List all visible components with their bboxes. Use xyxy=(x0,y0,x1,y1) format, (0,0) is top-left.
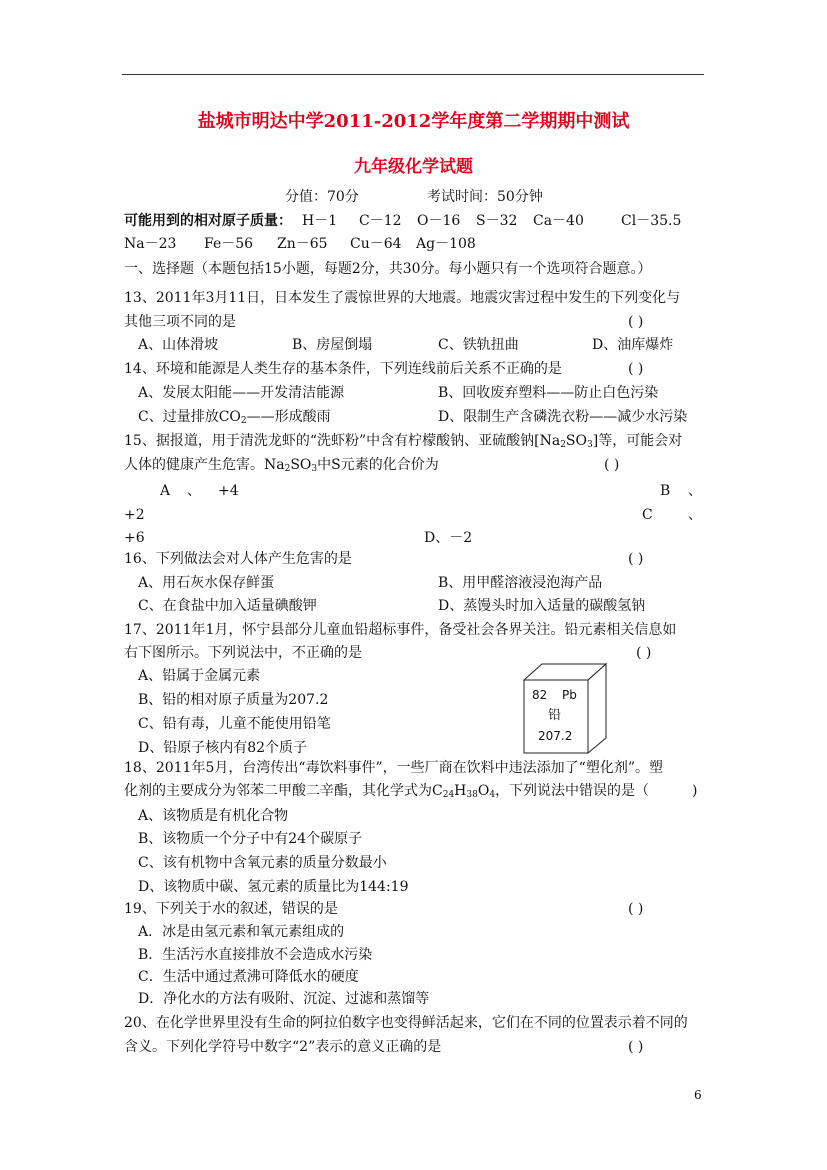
option-b: B、该物质一个分子中有24个碳原子 xyxy=(138,831,363,847)
option-c: C、在食盐中加入适量碘酸钾 xyxy=(138,598,317,614)
option-b: B．生活污水直接排放不会造成水污染 xyxy=(138,947,373,963)
option-a: A、铅属于金属元素 xyxy=(138,668,261,684)
question-13-stem: 其他三项不同的是 xyxy=(124,314,236,330)
option-d: D、油库爆炸 xyxy=(592,337,674,353)
exam-subtitle: 九年级化学试题 xyxy=(354,157,473,177)
question-15-stem: 15、据报道，用于清洗龙虾的“洗虾粉”中含有柠檬酸钠、亚硫酸钠$[Na_2SO_3]$等，可能会对 xyxy=(124,433,683,450)
answer-blank: ( ) xyxy=(628,551,644,567)
option-d: D、蒸馒头时加入适量的碳酸氢钠 xyxy=(438,598,646,614)
answer-blank: ( ) xyxy=(604,457,620,473)
option-a: A、发展太阳能——开发清洁能源 xyxy=(138,385,345,401)
section-heading: 一、选择题（本题包括15小题，每题2分，共30分。每小题只有一个选项符合题意。） xyxy=(124,261,652,277)
answer-blank: ( ) xyxy=(628,901,644,917)
atomic-mass: H－1 xyxy=(302,213,338,229)
option-a-value: +4 xyxy=(218,483,239,499)
option-b-letter: B xyxy=(660,483,671,499)
question-20-stem: 20、在化学世界里没有生命的阿拉伯数字也变得鲜活起来，它们在不同的位置表示着不同的 xyxy=(124,1015,688,1031)
option-c-letter: C xyxy=(642,507,653,523)
option-c-value: +6 xyxy=(124,530,145,546)
question-15-stem: 人体的健康产生危害。$Na_2SO_3$中S元素的化合价为 xyxy=(124,457,439,474)
atomic-mass: Ag－108 xyxy=(416,236,476,252)
option-a: A、该物质是有机化合物 xyxy=(138,808,289,824)
question-17-stem: 17、2011年1月，怀宁县部分儿童血铅超标事件，备受社会各界关注。铅元素相关信息如 xyxy=(124,622,677,638)
answer-blank: ( ) xyxy=(628,1039,644,1055)
atomic-mass: Cu－64 xyxy=(350,236,402,252)
question-14-stem: 14、环境和能源是人类生存的基本条件，下列连线前后关系不正确的是 xyxy=(124,361,562,377)
atomic-mass: O－16 xyxy=(417,213,461,229)
option-d: D、铅原子核内有82个质子 xyxy=(138,740,308,756)
option-c: C．生活中通过煮沸可降低水的硬度 xyxy=(138,969,359,985)
answer-blank-close: ) xyxy=(692,783,698,799)
option-c: C、铅有毒，儿童不能使用铅笔 xyxy=(138,716,331,732)
question-20-stem: 含义。下列化学符号中数字“2”表示的意义正确的是 xyxy=(124,1039,442,1055)
option-c: C、铁轨扭曲 xyxy=(438,337,519,353)
option-b: B、铅的相对原子质量为207.2 xyxy=(138,692,329,708)
option-c: C、过量排放$CO_2——$形成酸雨 xyxy=(138,409,331,426)
option-a-letter: A xyxy=(160,483,171,499)
atomic-mass: Na－23 xyxy=(124,236,177,252)
atomic-mass: C－12 xyxy=(359,213,402,229)
atomic-mass: Ca－40 xyxy=(533,213,584,229)
option-d: D、－2 xyxy=(424,530,473,546)
option-a-sep: 、 xyxy=(187,483,201,499)
atomic-mass: S－32 xyxy=(476,213,518,229)
question-17-stem: 右下图所示。下列说法中，不正确的是 xyxy=(124,645,362,661)
atomic-mass-value: 207.2 xyxy=(538,729,573,743)
option-b: B、回收废弃塑料——防止白色污染 xyxy=(438,385,659,401)
atomic-mass: Zn－65 xyxy=(277,236,328,252)
question-18-stem: 18、2011年5月，台湾传出“毒饮料事件”，一些厂商在饮料中违法添加了“塑化剂”。塑 xyxy=(124,760,663,776)
element-name: 铅 xyxy=(548,708,562,723)
option-c-sep: 、 xyxy=(688,507,702,523)
answer-blank: ( ) xyxy=(628,314,644,330)
exam-title: 盐城市明达中学2011-2012学年度第二学期期中测试 xyxy=(197,111,630,132)
element-card-lead xyxy=(522,662,608,754)
question-13-stem: 13、2011年3月11日，日本发生了震惊世界的大地震。地震灾害过程中发生的下列变化与 xyxy=(124,290,681,306)
option-b: B、房屋倒塌 xyxy=(292,337,373,353)
atomic-mass: Cl－35.5 xyxy=(621,213,682,229)
option-a: A、山体滑坡 xyxy=(138,337,219,353)
option-d: D、该物质中碳、氢元素的质量比为144:19 xyxy=(138,879,409,895)
time-info: 考试时间：50分钟 xyxy=(427,189,543,205)
option-b: B、用甲醛溶液浸泡海产品 xyxy=(438,575,603,591)
page-number: 6 xyxy=(694,1088,702,1102)
option-b-value: +2 xyxy=(124,507,145,523)
option-a: A、用石灰水保存鲜蛋 xyxy=(138,575,275,591)
answer-blank: ( ) xyxy=(636,645,652,661)
option-d: D、限制生产含磷洗衣粉——减少水污染 xyxy=(438,409,688,425)
element-symbol: Pb xyxy=(562,688,577,702)
atomic-mass-label: 可能用到的相对原子质量： xyxy=(124,213,292,229)
option-a: A．冰是由氢元素和氧元素组成的 xyxy=(138,924,345,940)
question-18-stem: 化剂的主要成分为邻苯二甲酸二辛酯，其化学式为$C_{24}H_{38}O_4$，下列说法中错误的是（ xyxy=(124,783,650,800)
question-19-stem: 19、下列关于水的叙述，错误的是 xyxy=(124,901,338,917)
answer-blank: ( ) xyxy=(628,361,644,377)
option-c: C、该有机物中含氧元素的质量分数最小 xyxy=(138,855,387,871)
option-b-sep: 、 xyxy=(688,483,702,499)
atomic-mass: Fe－56 xyxy=(204,236,254,252)
score-info: 分值：70分 xyxy=(285,189,359,205)
question-16-stem: 16、下列做法会对人体产生危害的是 xyxy=(124,551,352,567)
atomic-number: 82 xyxy=(532,688,548,702)
header-rule xyxy=(122,74,704,75)
option-d: D．净化水的方法有吸附、沉淀、过滤和蒸馏等 xyxy=(138,991,430,1007)
